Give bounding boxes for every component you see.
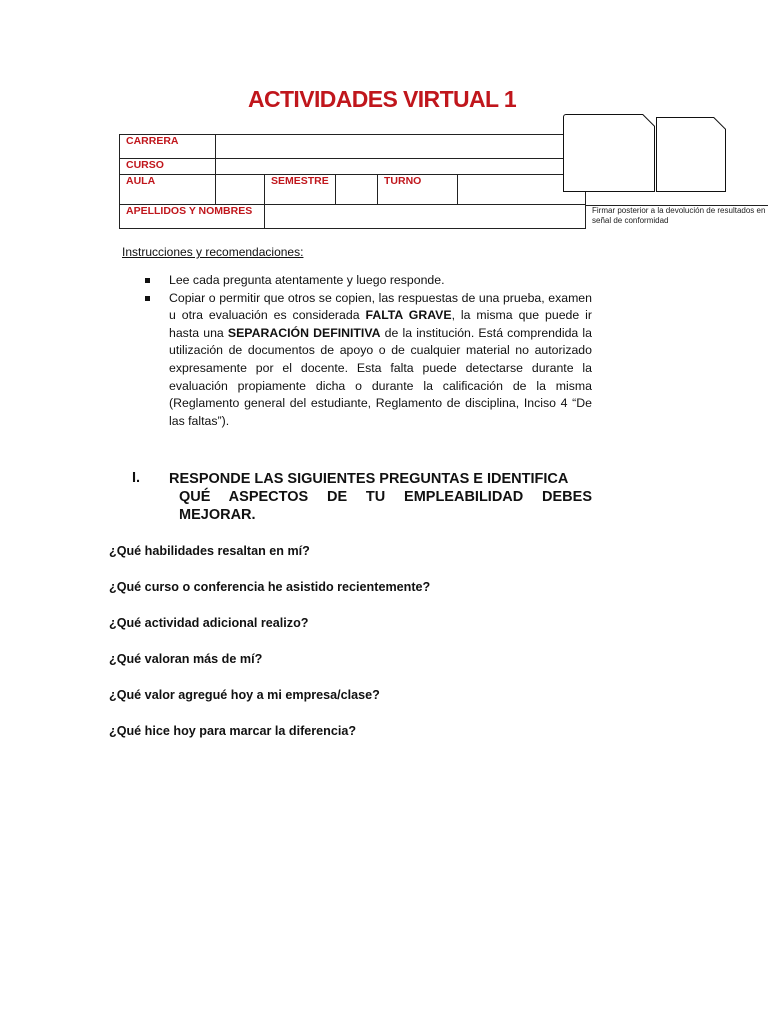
instructions-list xyxy=(145,272,592,430)
signature-box-2[interactable] xyxy=(656,117,726,192)
turno-label: TURNO xyxy=(378,175,458,205)
square-bullet-icon xyxy=(145,278,150,283)
instruction-text-1: Lee cada pregunta atentamente y luego responde. xyxy=(169,273,445,287)
section-title-line-2: QUÉ ASPECTOS DE TU EMPLEABILIDAD DEBES xyxy=(179,489,592,506)
question-3: ¿Qué actividad adicional realizo? xyxy=(109,616,309,630)
question-1: ¿Qué habilidades resaltan en mí? xyxy=(109,544,310,558)
section-title-line-1: RESPONDE LAS SIGUIENTES PREGUNTAS E IDENTIFICA xyxy=(169,471,569,487)
curso-field[interactable] xyxy=(216,159,564,175)
separacion-definitiva-text: SEPARACIÓN DEFINITIVA xyxy=(227,325,381,340)
list-item xyxy=(145,290,592,431)
list-item xyxy=(145,272,592,290)
falta-grave-text: FALTA GRAVE xyxy=(365,308,452,323)
question-5: ¿Qué valor agregué hoy a mi empresa/clase? xyxy=(109,688,380,702)
question-2: ¿Qué curso o conferencia he asistido recientemente? xyxy=(109,580,431,594)
signature-note: Firmar posterior a la devolución de resultados en señal de conformidad xyxy=(592,206,766,225)
apellidos-field[interactable] xyxy=(265,205,586,229)
curso-label: CURSO xyxy=(120,159,216,175)
aula-field[interactable] xyxy=(216,175,265,205)
section-number: I. xyxy=(132,470,141,486)
folded-corner-icon xyxy=(714,117,726,129)
section-title-line-3: MEJORAR. xyxy=(179,507,256,524)
signature-box-1[interactable] xyxy=(563,114,655,192)
question-6: ¿Qué hice hoy para marcar la diferencia? xyxy=(109,724,357,738)
semestre-field[interactable] xyxy=(336,175,378,205)
question-4: ¿Qué valoran más de mí? xyxy=(109,652,263,666)
student-info-table xyxy=(119,134,586,229)
page-title: ACTIVIDADES VIRTUAL 1 xyxy=(247,86,517,112)
section-title xyxy=(169,470,592,525)
instruction-text-2e: de la institución. Está comprendida la utilización de documentos de apoyo o de cualquier material no autorizado expresamente por el docente. Esta falta puede detectarse durante la evaluación propiamente dicha o durante la calificación de la misma (Reglamento general del estudiante, Reglamento de disciplina, Inciso 4 “De las faltas”). xyxy=(169,325,592,428)
square-bullet-icon xyxy=(145,296,150,301)
carrera-label: CARRERA xyxy=(120,135,216,159)
carrera-field[interactable] xyxy=(216,135,564,159)
instruction-text-2c: , la misma que puede ir hasta una xyxy=(169,308,592,340)
folded-corner-icon xyxy=(643,114,655,126)
semestre-label: SEMESTRE xyxy=(265,175,336,205)
apellidos-label: APELLIDOS Y NOMBRES xyxy=(120,205,265,229)
aula-label: AULA xyxy=(120,175,216,205)
instruction-text-2a: Copiar o permitir que otros se copien, las respuestas de una prueba, examen u otra evaluación es considerada xyxy=(169,290,592,323)
instructions-heading: Instrucciones y recomendaciones: xyxy=(122,245,304,259)
